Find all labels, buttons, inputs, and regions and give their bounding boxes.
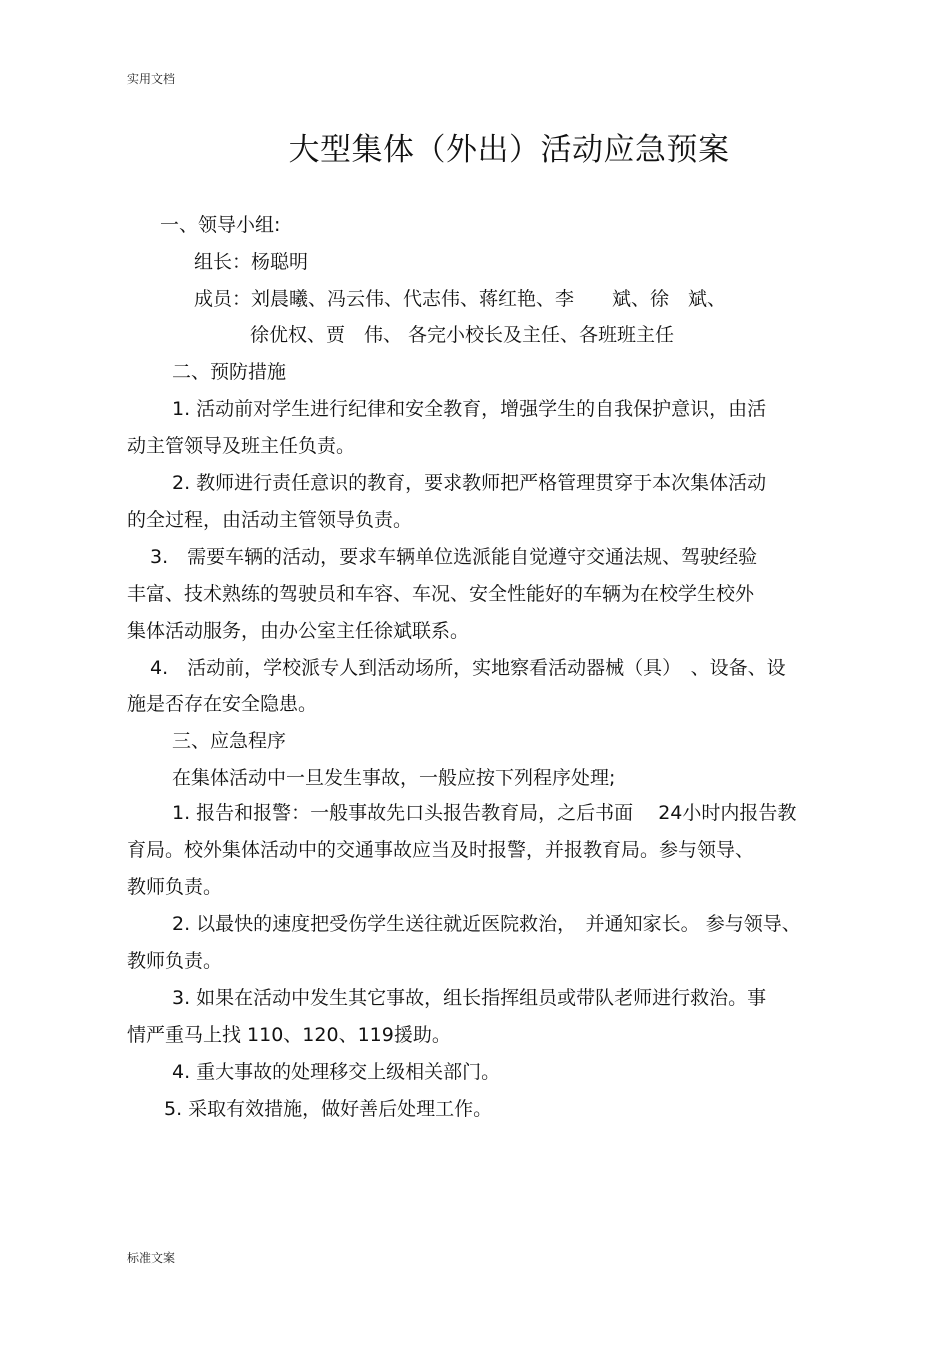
page-footer-label: 标准文案 (127, 1251, 176, 1265)
emergency-item1-line3: 教师负责。 (127, 876, 223, 898)
emergency-item2-line1: 2. 以最快的速度把受伤学生送往就近医院救治， 并通知家长。 参与领导、 (172, 913, 801, 935)
prevention-item2-line1: 2. 教师进行责任意识的教育，要求教师把严格管理贯穿于本次集体活动 (172, 472, 767, 494)
emergency-item1-line1: 1. 报告和报警：一般事故先口头报告教育局，之后书面 24小时内报告教 (172, 802, 797, 824)
page-header-label: 实用文档 (127, 72, 176, 86)
prevention-item3-line3: 集体活动服务，由办公室主任徐斌联系。 (127, 620, 470, 642)
prevention-item1-line1: 1. 活动前对学生进行纪律和安全教育，增强学生的自我保护意识，由活 (172, 398, 767, 420)
prevention-item1-line2: 动主管领导及班主任负责。 (127, 435, 356, 457)
emergency-intro: 在集体活动中一旦发生事故，一般应按下列程序处理; (172, 767, 616, 789)
emergency-item2-line2: 教师负责。 (127, 950, 223, 972)
emergency-item5: 5. 采取有效措施，做好善后处理工作。 (164, 1098, 493, 1120)
members-line-2: 徐优权、贾 伟、 各完小校长及主任、各班班主任 (250, 324, 675, 346)
members-line-1: 成员：刘晨曦、冯云伟、代志伟、蒋红艳、李 斌、徐 斌、 (194, 288, 727, 310)
prevention-item2-line2: 的全过程，由活动主管领导负责。 (127, 509, 413, 531)
section3-heading: 三、应急程序 (172, 730, 287, 752)
emergency-item1-line2: 育局。校外集体活动中的交通事故应当及时报警，并报教育局。参与领导、 (127, 839, 755, 861)
prevention-item3-line1: 3. 需要车辆的活动，要求车辆单位选派能自觉遵守交通法规、驾驶经验 (150, 546, 758, 568)
emergency-item4: 4. 重大事故的处理移交上级相关部门。 (172, 1061, 501, 1083)
leader-line: 组长：杨聪明 (194, 251, 309, 273)
prevention-item4-line1: 4. 活动前，学校派专人到活动场所，实地察看活动器械（具） 、设备、设 (150, 657, 786, 679)
document-title: 大型集体（外出）活动应急预案 (288, 132, 730, 168)
prevention-item3-line2: 丰富、技术熟练的驾驶员和车容、车况、安全性能好的车辆为在校学生校外 (127, 583, 755, 605)
prevention-item4-line2: 施是否存在安全隐患。 (127, 693, 318, 715)
section2-heading: 二、预防措施 (172, 361, 287, 383)
emergency-item3-line1: 3. 如果在活动中发生其它事故，组长指挥组员或带队老师进行救治。事 (172, 987, 767, 1009)
section1-heading: 一、领导小组: (160, 214, 281, 236)
emergency-item3-line2: 情严重马上找 110、120、119援助。 (127, 1024, 451, 1046)
